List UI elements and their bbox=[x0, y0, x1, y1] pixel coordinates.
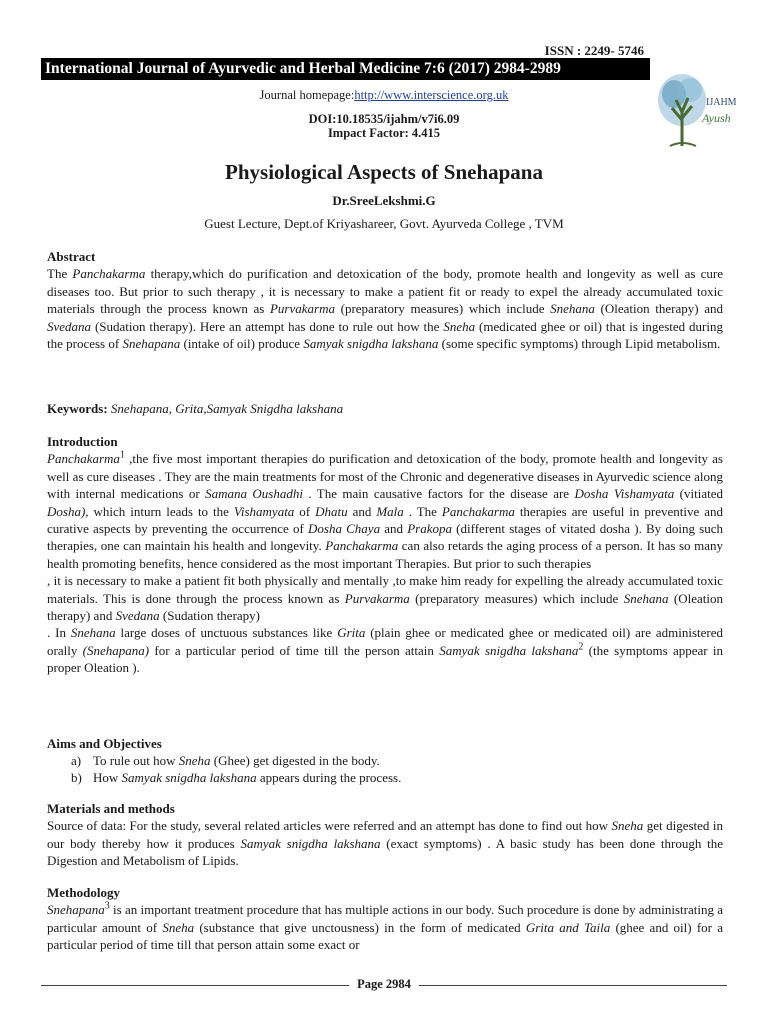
introduction-section bbox=[47, 433, 723, 677]
materials-text: Source of data: For the study, several related articles were referred and an attempt has done to find out how Sneha get digested in our body thereby how it produces Samyak snigdha lakshana (exact symptoms) . A basic study has been done through the Digestion and Metabolism of Lipids. bbox=[47, 818, 723, 869]
introduction-heading: Introduction bbox=[47, 434, 118, 449]
logo-text: IJAHM bbox=[706, 97, 737, 108]
issn-label: ISSN : 2249- 5746 bbox=[544, 43, 644, 58]
article-title: Physiological Aspects of Snehapana bbox=[225, 160, 543, 184]
impact-factor: Impact Factor: 4.415 bbox=[327, 126, 441, 140]
author-affiliation: Guest Lecture, Dept.of Kriyashareer, Govt. Ayurveda College , TVM bbox=[204, 216, 564, 231]
methodology-heading: Methodology bbox=[47, 885, 120, 900]
abstract-section bbox=[47, 248, 723, 352]
introduction-text-end: . In Snehana large doses of unctuous substances like Grita (plain ghee or medicated ghee or medicated oil) are administered orally (Snehapana) for a particular period of time till the person attain Samyak snigdha lakshana$^2$ (the symptoms appear in proper Oleation ). bbox=[47, 625, 724, 676]
introduction-text: Panchakarma$^1$ ,the five most important therapies do purification and detoxication of the body, promote health and longevity as well as cure diseases . They are the main treatments for most of the Chronic and degenerative diseases in Ayurvedic science along with internal medications or Samana Oushadhi . The main causative factors for the disease are Dosha Vishamyata (vitiated Dosha), which inturn leads to the Vishamyata of Dhatu and Mala . The Panchakarma therapies are useful in preventive and curative aspects by preventing the occurrence of Dosha Chaya and Prakopa (different stages of vitated dosha ). By doing such therapies, one can maintain his health and longevity. Panchakarma can also retards the aging process of a person. It has so many health promoting benefits, hence considered as the most important Therapies. But prior to such therapies bbox=[47, 450, 723, 571]
introduction-text-cont: , it is necessary to make a patient fit both physically and mentally ,to make him ready for expelling the already accumulated toxic materials. This is done through the process known as Purvakarma (preparatory measures) which include Snehana (Oleation therapy) and Svedana (Sudation therapy) bbox=[47, 573, 723, 624]
aims-item-a: a) To rule out how Sneha (Ghee) get digested in the body. bbox=[71, 753, 380, 768]
keywords-line bbox=[47, 400, 723, 417]
materials-heading: Materials and methods bbox=[47, 801, 175, 816]
homepage-label: Journal homepage: bbox=[259, 88, 355, 102]
page-number: Page 2984 bbox=[0, 975, 768, 993]
methodology-text: Snehapana$^3$ is an important treatment procedure that has multiple actions in our body. Such procedure is done by administrating a particular amount of Sneha (substance that give unctousness) in the form of medicated Grita and Taila (ghee and oil) for a particular period of time till that person attain some exact or bbox=[47, 901, 723, 953]
aims-list bbox=[71, 752, 723, 787]
article-author: Dr.SreeLekshmi.G bbox=[332, 193, 436, 208]
abstract-text: The Panchakarma therapy,which do purification and detoxication of the body, promote health and longevity as well as cure diseases too. But prior to such therapy , it is necessary to make a patient fit or ready to expel the already accumulated toxic materials through the process known as Purvakarma (preparatory measures) which include Snehana (Oleation therapy) and Svedana (Sudation therapy). Here an attempt has done to rule out how the Sneha (medicated ghee or oil) that is ingested during the process of Snehapana (intake of oil) produce Samyak snigdha lakshana (some specific symptoms) through Lipid metabolism. bbox=[47, 266, 723, 352]
journal-homepage bbox=[0, 88, 768, 103]
aims-heading: Aims and Objectives bbox=[47, 736, 162, 751]
doi-label: DOI:10.18535/ijahm/v7i6.09 bbox=[308, 112, 460, 126]
keywords-value: Snehapana, Grita,Samyak Snigdha lakshana bbox=[107, 401, 344, 416]
logo-script: Ayush bbox=[702, 111, 731, 125]
journal-title-bar: International Journal of Ayurvedic and Herbal Medicine 7:6 (2017) 2984-2989 bbox=[41, 58, 650, 80]
abstract-heading: Abstract bbox=[47, 249, 96, 264]
homepage-link[interactable]: http://www.interscience.org.uk bbox=[354, 88, 509, 102]
keywords-label: Keywords: bbox=[47, 401, 108, 416]
materials-section bbox=[47, 800, 723, 870]
aims-item-b: b) How Samyak snigdha lakshana appears during the process. bbox=[71, 770, 402, 786]
methodology-section bbox=[47, 884, 723, 954]
